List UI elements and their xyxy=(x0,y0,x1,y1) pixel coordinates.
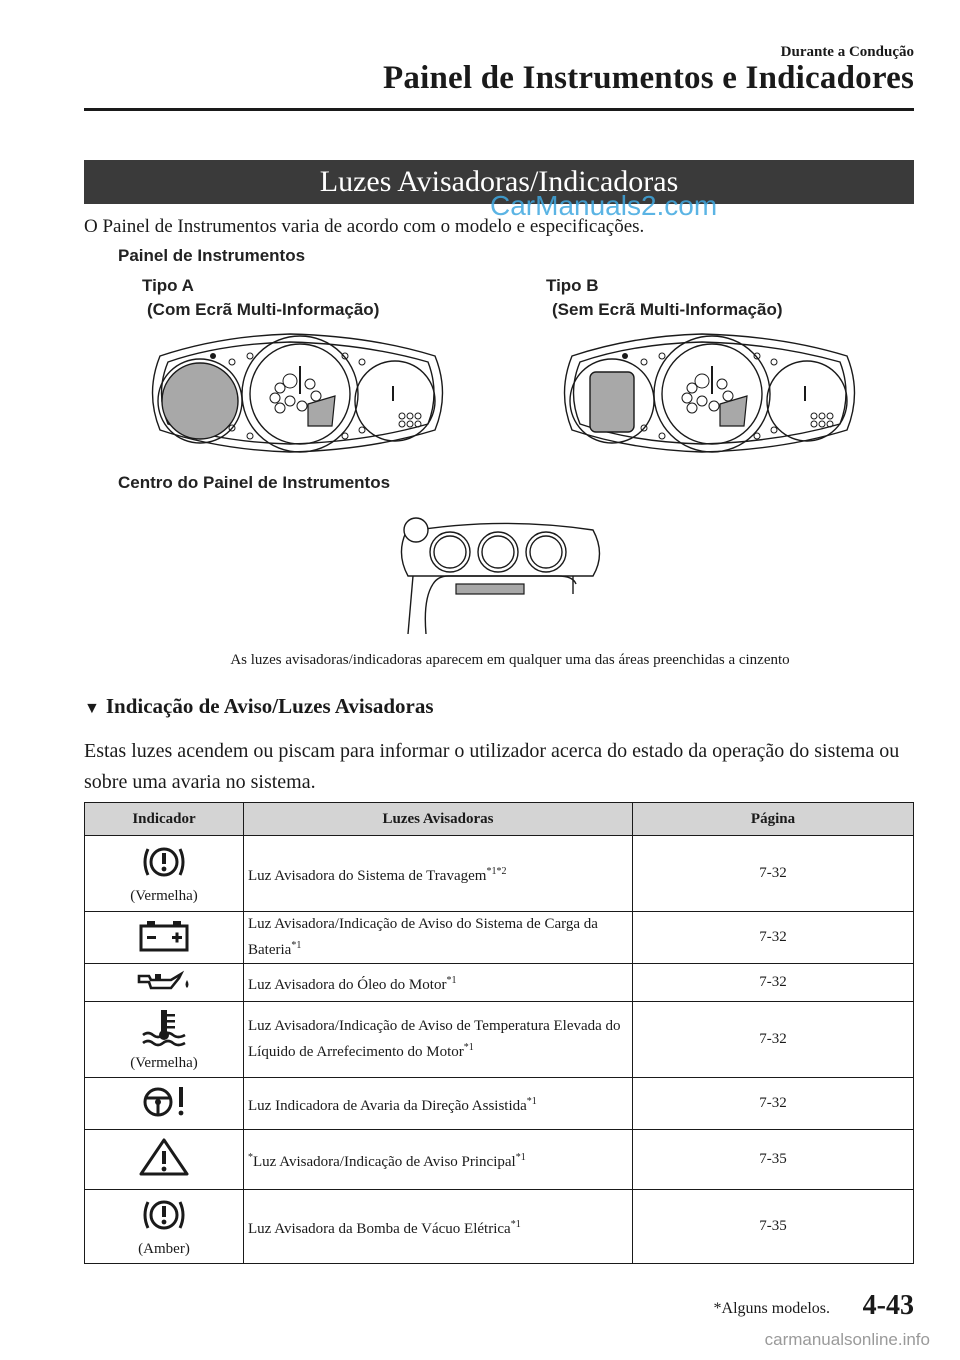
vacuum-pump-warning-icon xyxy=(141,1196,187,1234)
label-cell xyxy=(244,1130,633,1190)
indicator-cell xyxy=(85,1002,244,1078)
oil-can-icon xyxy=(135,968,193,992)
page-cell: 7-32 xyxy=(633,964,914,1002)
grey-display-area-b xyxy=(590,372,634,432)
cluster-type-b-drawing xyxy=(552,326,862,460)
page-number: 4-43 xyxy=(862,1290,914,1321)
table-row xyxy=(85,1130,914,1190)
page-cell: 7-32 xyxy=(633,912,914,964)
label-cell xyxy=(244,836,633,912)
indicator-cell xyxy=(85,912,244,964)
page-cell: 7-35 xyxy=(633,1190,914,1264)
center-panel-label: Centro do Painel de Instrumentos xyxy=(118,473,391,492)
warning-label: Luz Avisadora/Indicação de Aviso do Sistema de Carga da Bateria xyxy=(248,916,598,958)
type-a-name: Tipo A xyxy=(142,276,194,295)
label-cell xyxy=(244,1078,633,1130)
label-cell xyxy=(244,912,633,964)
table-row xyxy=(85,1078,914,1130)
type-a-desc: (Com Ecrã Multi-Informação) xyxy=(147,300,380,319)
type-b-desc: (Sem Ecrã Multi-Informação) xyxy=(552,300,783,319)
coolant-temperature-icon xyxy=(139,1008,189,1048)
subsection-body: Estas luzes acendem ou piscam para informar o utilizador acerca do estado da operação do sistema ou sobre uma avaria no sistema. xyxy=(84,740,900,793)
page-cell: 7-32 xyxy=(633,1002,914,1078)
warning-label: Luz Avisadora/Indicação de Aviso Principal xyxy=(253,1153,516,1170)
grey-display-area-a xyxy=(162,363,238,439)
footnote-mark: *1*2 xyxy=(486,865,507,877)
header-page: Página xyxy=(633,803,914,836)
section-banner: Luzes Avisadoras/Indicadoras xyxy=(84,160,914,204)
warning-label: Luz Indicadora de Avaria da Direção Assistida xyxy=(248,1097,527,1114)
warning-lights-table xyxy=(84,802,914,1264)
page-cell: 7-32 xyxy=(633,1078,914,1130)
footnote-mark: *1 xyxy=(291,940,302,951)
warning-label: Luz Avisadora/Indicação de Aviso de Temperatura Elevada do Líquido de Arrefecimento do Motor xyxy=(248,1018,621,1060)
type-b-name: Tipo B xyxy=(546,276,599,295)
triangle-bullet-icon: ▼ xyxy=(84,700,100,717)
cluster-type-a-drawing xyxy=(140,326,450,460)
intro-text: O Painel de Instrumentos varia de acordo com o modelo e especificações. xyxy=(84,216,645,237)
page-cell: 7-32 xyxy=(633,836,914,912)
header-warning-lights: Luzes Avisadoras xyxy=(244,803,633,836)
chapter-title: Durante a Condução xyxy=(780,44,914,60)
table-row xyxy=(85,1002,914,1078)
label-cell xyxy=(244,964,633,1002)
color-note: (Vermelha) xyxy=(130,887,198,904)
indicator-cell xyxy=(85,1190,244,1264)
power-steering-icon xyxy=(140,1084,188,1118)
master-warning-icon xyxy=(138,1137,190,1177)
footnote-mark: *1 xyxy=(446,974,457,986)
indicator-cell xyxy=(85,1130,244,1190)
warning-label: Luz Avisadora do Sistema de Travagem xyxy=(248,867,487,884)
indicator-cell xyxy=(85,1078,244,1130)
subsection-title: Indicação de Aviso/Luzes Avisadoras xyxy=(105,694,434,718)
label-cell xyxy=(244,1002,633,1078)
panel-label: Painel de Instrumentos xyxy=(118,246,306,265)
page-cell: 7-35 xyxy=(633,1130,914,1190)
footnote-mark: *1 xyxy=(526,1095,537,1107)
subsection-heading xyxy=(84,694,434,719)
color-note: (Amber) xyxy=(138,1240,190,1257)
indicator-cell xyxy=(85,964,244,1002)
center-panel-drawing xyxy=(378,514,608,634)
color-note: (Vermelha) xyxy=(130,1054,198,1071)
table-row xyxy=(85,836,914,912)
warning-label: Luz Avisadora da Bomba de Vácuo Elétrica xyxy=(248,1220,511,1237)
footnote-mark: *1 xyxy=(515,1151,526,1163)
battery-icon xyxy=(138,918,190,952)
table-row xyxy=(85,912,914,964)
header-indicator: Indicador xyxy=(85,803,244,836)
brake-warning-icon xyxy=(141,843,187,881)
table-row xyxy=(85,964,914,1002)
watermark-top: CarManuals2.com xyxy=(490,190,718,221)
label-cell xyxy=(244,1190,633,1264)
footnote: *Alguns modelos. xyxy=(713,1300,830,1317)
footnote-mark: *1 xyxy=(463,1042,474,1053)
footnote-mark: *1 xyxy=(510,1218,521,1230)
footnote-mark-prefix: * xyxy=(248,1151,253,1163)
warning-label: Luz Avisadora do Óleo do Motor xyxy=(248,976,447,993)
header-divider xyxy=(84,108,914,111)
table-header-row xyxy=(85,803,914,836)
indicator-cell xyxy=(85,836,244,912)
table-row xyxy=(85,1190,914,1264)
diagram-caption: As luzes avisadoras/indicadoras aparecem em qualquer uma das áreas preenchidas a cinzento xyxy=(230,652,790,668)
watermark-bottom: carmanualsonline.info xyxy=(764,1330,930,1349)
page-title: Painel de Instrumentos e Indicadores xyxy=(383,60,914,96)
